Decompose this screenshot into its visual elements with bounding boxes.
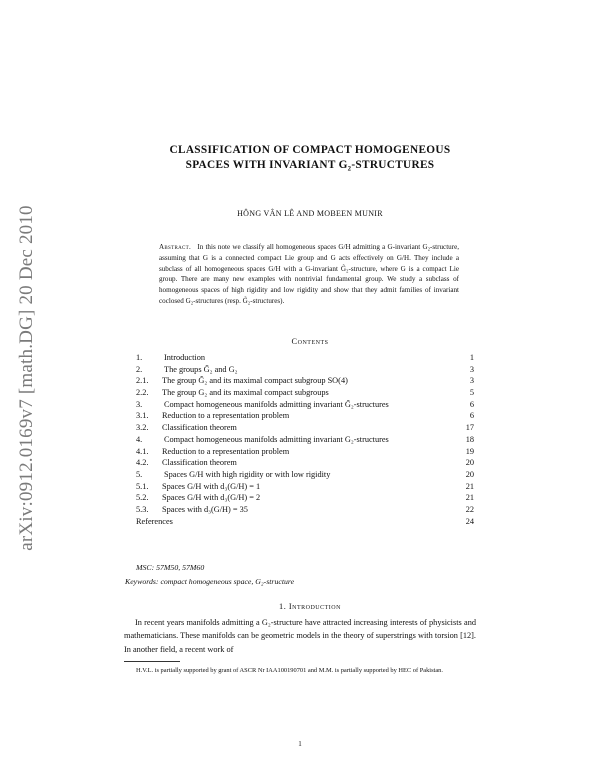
toc-entry-label [136, 482, 260, 491]
toc-entry-page: 6 [469, 411, 474, 421]
toc-entry-label [136, 353, 205, 362]
toc-entry[interactable] [136, 411, 474, 423]
toc-entry-page: 24 [465, 516, 474, 526]
section-heading-introduction: 1. Introduction [279, 602, 341, 611]
toc-entry-page: 3 [469, 376, 474, 386]
toc-entry-number: 1. [136, 353, 143, 362]
toc-entry-title: Introduction [164, 353, 206, 362]
title-line-2: SPACES WITH INVARIANT G₂-STRUCTURES [185, 159, 435, 171]
toc-entry-label [136, 470, 330, 479]
toc-entry-label [136, 423, 237, 432]
toc-entry-title: Spaces G/H with d₃(G/H) = 2 [162, 493, 261, 503]
toc-entry[interactable] [136, 423, 474, 435]
toc-entry-page: 20 [465, 469, 474, 479]
toc-entry-label [136, 376, 348, 385]
toc-entry-title: The group G̃₂ and its maximal compact subgroup SO(4) [162, 376, 348, 386]
toc-entry-number: 2.2. [136, 388, 149, 398]
toc-entry-number: 5.2. [136, 493, 149, 503]
toc-entry-title: Compact homogeneous manifolds admitting invariant G₂-structures [164, 434, 389, 444]
toc-entry[interactable] [136, 482, 474, 494]
abstract [159, 242, 459, 307]
footnote: H.V.L. is partially supported by grant of ASCR Nr IAA100190701 and M.M. is partially supported by HEC of Pakistan. [136, 667, 443, 674]
contents-heading: Contents [291, 337, 329, 346]
toc-entry-page: 21 [465, 493, 474, 503]
toc-entry[interactable] [136, 458, 474, 470]
toc-entry-title: The groups G̃₂ and G₂ [164, 364, 238, 374]
toc-entry-title: References [136, 516, 173, 526]
toc-entry-number: 3. [136, 399, 143, 409]
toc-entry[interactable] [136, 388, 474, 400]
toc-entry[interactable] [136, 470, 474, 482]
toc-entry-number: 3.2. [136, 423, 149, 433]
toc-entry-page: 21 [465, 481, 474, 491]
page-number: 1 [298, 740, 302, 748]
toc-entry-title: Classification theorem [162, 423, 237, 433]
abstract-label: Abstract. [159, 243, 192, 251]
authors: HÔNG VÂN LÊ AND MOBEEN MUNIR [237, 209, 383, 218]
toc-entry-page: 6 [469, 399, 474, 409]
toc-entry-label [136, 435, 389, 444]
toc-entry-label [136, 458, 237, 467]
toc-entry-number: 4. [136, 434, 143, 444]
toc-entry[interactable] [136, 400, 474, 412]
toc-entry[interactable] [136, 376, 474, 388]
toc-entry-page: 3 [469, 364, 474, 374]
toc-entry-label [136, 505, 248, 514]
toc-entry-page: 22 [465, 504, 474, 514]
toc-entry[interactable] [136, 505, 474, 517]
keywords: Keywords: compact homogeneous space, G₂-structure [125, 577, 295, 586]
toc-entry-label [136, 447, 289, 456]
toc-entry-page: 17 [465, 423, 474, 433]
toc-entry-title: The group G₂ and its maximal compact subgroups [162, 388, 329, 398]
toc-entry-number: 5.1. [136, 481, 149, 491]
toc-entry[interactable] [136, 435, 474, 447]
toc-entry-number: 5.3. [136, 504, 149, 514]
toc-entry-title: Reduction to a representation problem [162, 411, 290, 421]
toc-entry-number: 4.2. [136, 458, 149, 468]
toc-entry-label [136, 517, 173, 526]
toc-entry-label [136, 365, 238, 374]
toc-entry-number: 2. [136, 364, 143, 374]
toc-entry-title: Spaces G/H with high rigidity or with low rigidity [164, 469, 331, 479]
toc-entry[interactable] [136, 353, 474, 365]
toc-entry[interactable] [136, 493, 474, 505]
toc-entry-page: 18 [465, 434, 474, 444]
title-line-1: CLASSIFICATION OF COMPACT HOMOGENEOUS [169, 144, 451, 156]
table-of-contents [136, 353, 474, 528]
toc-entry-title: Compact homogeneous manifolds admitting invariant G̃₂-structures [164, 399, 389, 409]
toc-entry[interactable] [136, 365, 474, 377]
toc-entry-title: Reduction to a representation problem [162, 446, 290, 456]
introduction-paragraph: In recent years manifolds admitting a G₂-structure have attracted increasing interests of physicists and mathematicians. These manifolds can be geometric models in the theory of superstrings with torsion [12]. In another field, a recent work of [124, 618, 476, 654]
toc-entry-label [136, 400, 389, 409]
abstract-text: In this note we classify all homogeneous spaces G/H admitting a G-invariant G₂-structure, assuming that G is a connected compact Lie group and G acts effectively on G/H. They include a subclass of all homogeneous spaces G/H with a G-invariant G̃₂-structure, where G is a compact Lie group. There are many new examples with nontrivial fundamental group. We study a subclass of homogeneous spaces of high rigidity and low rigidity and show that they admit families of invariant coclosed G₂-structures (resp. G̃₂-structures). [159, 243, 459, 305]
toc-entry-page: 1 [469, 353, 474, 362]
footnote-rule [124, 661, 180, 662]
paper-title [100, 143, 520, 173]
toc-entry-number: 5. [136, 469, 143, 479]
arxiv-identifier: arXiv:0912.0169v7 [math.DG] 20 Dec 2010 [16, 205, 37, 551]
toc-entry-label [136, 411, 289, 420]
toc-entry-title: Classification theorem [162, 458, 237, 468]
toc-entry-label [136, 388, 329, 397]
toc-entry-number: 2.1. [136, 376, 149, 386]
toc-entry-number: 3.1. [136, 411, 149, 421]
toc-entry-page: 19 [465, 446, 474, 456]
toc-entry-page: 5 [469, 388, 474, 398]
toc-entry-number: 4.1. [136, 446, 149, 456]
toc-entry[interactable] [136, 447, 474, 459]
toc-entry-label [136, 493, 260, 502]
toc-entry-page: 20 [465, 458, 474, 468]
toc-entry-title: Spaces with d₃(G/H) = 35 [162, 504, 248, 514]
msc-classification: MSC: 57M50, 57M60 [136, 563, 205, 572]
toc-entry-title: Spaces G/H with d₃(G/H) = 1 [162, 481, 261, 491]
toc-entry[interactable] [136, 517, 474, 529]
